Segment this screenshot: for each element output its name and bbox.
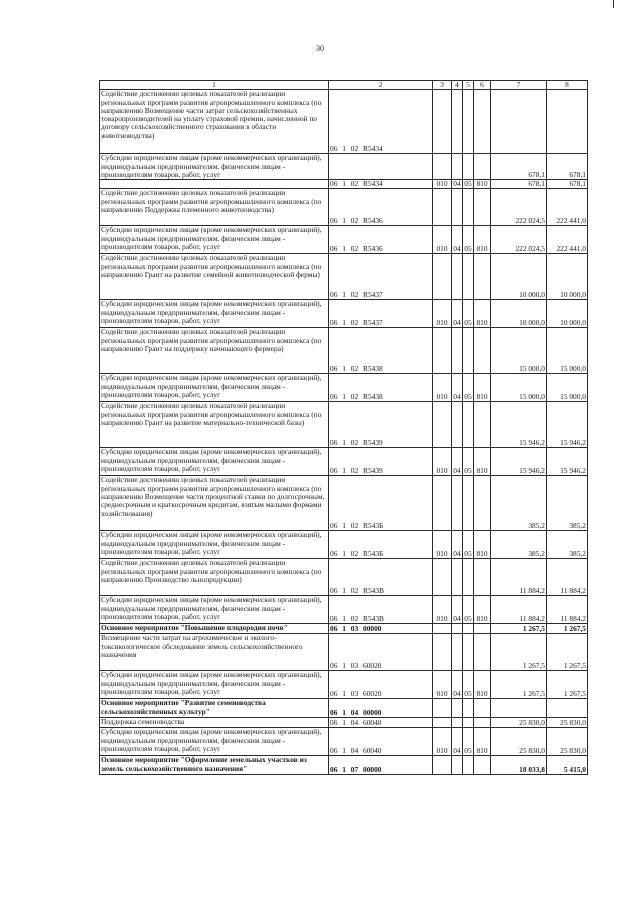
- expense-type-code: [474, 90, 491, 154]
- table-row: [100, 728, 588, 756]
- table-row: [100, 328, 588, 374]
- table-row: [100, 718, 588, 728]
- table-row: [100, 756, 588, 775]
- amount-col7: 1 267,5: [491, 634, 547, 671]
- ministry-code: [433, 154, 452, 180]
- section-code: 04: [452, 728, 463, 756]
- section-code: [452, 559, 463, 596]
- section-code: [452, 634, 463, 671]
- budget-code: 06 1 02 R543Б: [329, 476, 433, 531]
- budget-code: 06 1 04 00000: [329, 699, 433, 718]
- subsection-code: [463, 634, 474, 671]
- subsection-code: [463, 402, 474, 448]
- amount-col7: 25 830,0: [491, 728, 547, 756]
- subsection-code: 05: [463, 671, 474, 699]
- subsection-code: 05: [463, 226, 474, 254]
- expense-type-code: [474, 699, 491, 718]
- amount-col8: 1 267,5: [547, 634, 588, 671]
- expense-type-code: 810: [474, 448, 491, 476]
- amount-col8: 678,1: [547, 154, 588, 180]
- row-name: Субсидии юридическим лицам (кроме некоммерческих организаций), индивидуальным предпринимателям, физическим лицам - производителям товаров, работ, услуг: [100, 154, 329, 180]
- table-row: [100, 402, 588, 448]
- amount-col8: 11 884,2: [547, 559, 588, 596]
- budget-code: 06 1 02 R543В: [329, 559, 433, 596]
- page-number: 30: [316, 44, 324, 53]
- expense-type-code: 810: [474, 728, 491, 756]
- ministry-code: 010: [433, 728, 452, 756]
- col-header-5: 5: [463, 81, 474, 90]
- subsection-code: [463, 624, 474, 634]
- table-row: [100, 531, 588, 559]
- section-code: [452, 402, 463, 448]
- budget-code: 06 1 02 R5439: [329, 402, 433, 448]
- table-body: [100, 90, 588, 775]
- header-row: [100, 81, 588, 90]
- subsection-code: [463, 559, 474, 596]
- amount-col8: 678,1: [547, 180, 588, 189]
- expense-type-code: [474, 559, 491, 596]
- amount-col7: 15 946,2: [491, 448, 547, 476]
- expense-type-code: [474, 328, 491, 374]
- row-name: Содействие достижению целевых показателей реализации региональных программ развития агропромышленного комплекса (по направлению Производство льнопродукции): [100, 559, 329, 596]
- expense-type-code: 810: [474, 374, 491, 402]
- amount-col8: [547, 90, 588, 154]
- table-row: [100, 254, 588, 300]
- row-name: Содействие достижению целевых показателей реализации региональных программ развития агропромышленного комплекса (по направлению Поддержка племенного животноводства): [100, 189, 329, 226]
- section-code: 04: [452, 596, 463, 624]
- ministry-code: [433, 189, 452, 226]
- amount-col8: [547, 699, 588, 718]
- subsection-code: 05: [463, 374, 474, 402]
- subsection-code: 05: [464, 179, 472, 189]
- section-code: 04: [453, 179, 461, 189]
- row-name: [100, 180, 329, 189]
- row-name: Содействие достижению целевых показателей реализации региональных программ развития агропромышленного комплекса (по направлению Грант на развитие семейной животноводческой фермы): [100, 254, 329, 300]
- row-name: Содействие достижению целевых показателей реализации региональных программ развития агропромышленного комплекса (по направлению Грант на поддержку начинающего фермера): [100, 328, 329, 374]
- section-code: [452, 90, 463, 154]
- amount-col8: 222 441,0: [547, 189, 588, 226]
- col-header-4: 4: [452, 81, 463, 90]
- table-row: [100, 154, 588, 180]
- ministry-code: 010: [433, 300, 452, 328]
- budget-code: 06 1 04 60040: [329, 718, 433, 728]
- expense-type-code: 810: [474, 226, 491, 254]
- budget-code: 06 1 03 60020: [329, 671, 433, 699]
- amount-col7: 1 267,5: [491, 624, 547, 634]
- table-row: [100, 374, 588, 402]
- section-code: 04: [452, 671, 463, 699]
- section-code: 04: [452, 448, 463, 476]
- table-row: [100, 624, 588, 634]
- row-name: Поддержка семеноводства: [100, 718, 329, 728]
- subsection-code: [463, 328, 474, 374]
- amount-col8: 10 000,0: [547, 300, 588, 328]
- amount-col7: 18 033,8: [491, 756, 547, 775]
- budget-code: 06 1 02 R5436: [329, 189, 433, 226]
- ministry-code: [433, 90, 452, 154]
- budget-code: 06 1 07 00000: [329, 756, 433, 775]
- ministry-code: [433, 559, 452, 596]
- amount-col7: 1 267,5: [491, 671, 547, 699]
- row-name: Субсидии юридическим лицам (кроме некоммерческих организаций), индивидуальным предпринимателям, физическим лицам - производителям товаров, работ, услуг: [100, 728, 329, 756]
- table-row: [100, 596, 588, 624]
- budget-code: 06 1 02 R5437: [329, 300, 433, 328]
- ministry-code: 010: [433, 596, 452, 624]
- budget-code: [329, 154, 433, 180]
- expense-type-code: [474, 154, 491, 180]
- ministry-code: 010: [433, 180, 452, 189]
- subsection-code: [463, 476, 474, 531]
- ministry-code: [433, 328, 452, 374]
- expense-type-code: [474, 476, 491, 531]
- subsection-code: 05: [463, 596, 474, 624]
- section-code: 04: [452, 226, 463, 254]
- subsection-code: 05: [463, 728, 474, 756]
- expense-type-code: 810: [474, 531, 491, 559]
- amount-col7: 11 884,2: [491, 559, 547, 596]
- expense-type-code: [474, 718, 491, 728]
- table-row: [100, 189, 588, 226]
- row-name: Содействие достижению целевых показателей реализации региональных программ развития агропромышленного комплекса (по направлению Возмещение части процентной ставки по долгосрочным, среднесрочным и краткосрочным кредитам, взятым малыми формами хозяйствования): [100, 476, 329, 531]
- ministry-code: [433, 718, 452, 728]
- amount-col7: [491, 699, 547, 718]
- budget-code: 06 1 02 R543В: [329, 596, 433, 624]
- amount-col8: 10 000,0: [547, 254, 588, 300]
- amount-col7: 15 000,0: [491, 328, 547, 374]
- section-code: [452, 624, 463, 634]
- amount-col8: 5 415,0: [547, 756, 588, 775]
- table-row: [100, 90, 588, 154]
- section-code: 04: [452, 531, 463, 559]
- col-header-6: 6: [474, 81, 491, 90]
- subsection-code: [463, 90, 474, 154]
- budget-code: 06 1 02 R543Б: [329, 531, 433, 559]
- row-name: Возмещение части затрат на агрохимическое и эколого-токсикологическое обследование земель сельскохозяйственного назначения: [100, 634, 329, 671]
- ministry-code: 010: [433, 374, 452, 402]
- row-name: Содействие достижению целевых показателей реализации региональных программ развития агропромышленного комплекса (по направлению Грант на развитие материально-технической базы): [100, 402, 329, 448]
- table-row: [100, 559, 588, 596]
- amount-col8: 1 267,5: [547, 671, 588, 699]
- amount-col7: 385,2: [491, 531, 547, 559]
- table-row: [100, 699, 588, 718]
- budget-code: 06 1 04 60040: [329, 728, 433, 756]
- amount-col7: 10 000,0: [491, 254, 547, 300]
- ministry-code: [433, 699, 452, 718]
- subsection-code: [463, 189, 474, 226]
- ministry-code: [433, 476, 452, 531]
- ministry-code: [433, 624, 452, 634]
- section-code: [452, 154, 463, 180]
- section-code: [452, 756, 463, 775]
- expense-type-code: 810: [474, 671, 491, 699]
- corner-mark: [613, 0, 614, 8]
- section-code: [452, 189, 463, 226]
- ministry-code: 010: [433, 448, 452, 476]
- row-name: Субсидии юридическим лицам (кроме некоммерческих организаций), индивидуальным предпринимателям, физическим лицам - производителям товаров, работ, услуг: [100, 671, 329, 699]
- expense-type-code: [474, 402, 491, 448]
- ministry-code: [433, 634, 452, 671]
- expense-type-code: [474, 756, 491, 775]
- expense-type-code: 810: [474, 180, 491, 189]
- section-code: 04: [452, 374, 463, 402]
- budget-code: 06 1 03 00000: [329, 624, 433, 634]
- subsection-code: [463, 254, 474, 300]
- amount-col8: 222 441,0: [547, 226, 588, 254]
- amount-col7: 11 884,2: [491, 596, 547, 624]
- row-name: Субсидии юридическим лицам (кроме некоммерческих организаций), индивидуальным предпринимателям, физическим лицам - производителям товаров, работ, услуг: [100, 448, 329, 476]
- amount-col8: 15 000,0: [547, 328, 588, 374]
- budget-code: 06 1 02 R5438: [329, 374, 433, 402]
- subsection-code: [463, 756, 474, 775]
- ministry-code: [433, 756, 452, 775]
- expense-type-code: 810: [474, 596, 491, 624]
- section-code: [452, 699, 463, 718]
- row-name: Субсидии юридическим лицам (кроме некоммерческих организаций), индивидуальным предпринимателям, физическим лицам - производителям товаров, работ, услуг: [100, 596, 329, 624]
- row-name: Субсидии юридическим лицам (кроме некоммерческих организаций), индивидуальным предпринимателям, физическим лицам - производителям товаров, работ, услуг: [100, 531, 329, 559]
- subsection-code: 05: [463, 300, 474, 328]
- row-name: Основное мероприятие "Оформление земельных участков из земель сельскохозяйственного назначения": [100, 756, 329, 775]
- col-header-1: 1: [100, 81, 329, 90]
- amount-col7: 15 000,0: [491, 374, 547, 402]
- amount-col8: 25 830,0: [547, 718, 588, 728]
- ministry-code: [433, 254, 452, 300]
- subsection-code: [463, 718, 474, 728]
- amount-col8: 1 267,5: [547, 624, 588, 634]
- expense-type-code: 810: [474, 300, 491, 328]
- section-code: [452, 254, 463, 300]
- section-code: 04: [452, 300, 463, 328]
- amount-col7: 678,1: [491, 180, 547, 189]
- amount-col8: 15 946,2: [547, 448, 588, 476]
- amount-col7: 10 000,0: [491, 300, 547, 328]
- expense-type-code: [474, 624, 491, 634]
- row-name: Субсидии юридическим лицам (кроме некоммерческих организаций), индивидуальным предпринимателям, физическим лицам - производителям товаров, работ, услуг: [100, 374, 329, 402]
- amount-col7: [491, 90, 547, 154]
- row-name: Основное мероприятие "Развитие семеноводства сельскохозяйственных культур": [100, 699, 329, 718]
- budget-code: 06 1 03 60020: [329, 634, 433, 671]
- amount-col7: 25 830,0: [491, 718, 547, 728]
- col-header-2: 2: [329, 81, 433, 90]
- subsection-code: [463, 154, 474, 180]
- budget-code: 06 1 02 R5436: [329, 226, 433, 254]
- row-name: Основное мероприятие "Повышение плодородия почв": [100, 624, 329, 634]
- section-code: [452, 718, 463, 728]
- amount-col7: 678,1: [491, 154, 547, 180]
- subsection-code: 05: [463, 531, 474, 559]
- amount-col7: 15 946,2: [491, 402, 547, 448]
- subsection-code: [463, 699, 474, 718]
- row-name: Субсидии юридическим лицам (кроме некоммерческих организаций), индивидуальным предпринимателям, физическим лицам - производителям товаров, работ, услуг: [100, 300, 329, 328]
- amount-col8: 385,2: [547, 531, 588, 559]
- ministry-code: [433, 402, 452, 448]
- amount-col8: 15 000,0: [547, 374, 588, 402]
- ministry-code: 010: [433, 671, 452, 699]
- subsection-code: 05: [463, 448, 474, 476]
- amount-col8: 15 946,2: [547, 402, 588, 448]
- budget-code: 06 1 02 R5438: [329, 328, 433, 374]
- ministry-code: 010: [433, 531, 452, 559]
- amount-col7: 222 024,5: [491, 189, 547, 226]
- table-row: [100, 476, 588, 531]
- table-row: [100, 448, 588, 476]
- expense-type-code: [474, 189, 491, 226]
- table-row: [100, 226, 588, 254]
- section-code: [452, 328, 463, 374]
- col-header-3: 3: [433, 81, 452, 90]
- col-header-8: 8: [547, 81, 588, 90]
- budget-code: 06 1 02 R5434: [329, 180, 433, 189]
- budget-table: [99, 80, 588, 775]
- amount-col8: 385,2: [547, 476, 588, 531]
- row-name: Субсидии юридическим лицам (кроме некоммерческих организаций), индивидуальным предпринимателям, физическим лицам - производителям товаров, работ, услуг: [100, 226, 329, 254]
- budget-code: 06 1 02 R5434: [329, 90, 433, 154]
- table-row: [100, 671, 588, 699]
- amount-col8: 11 884,2: [547, 596, 588, 624]
- col-header-7: 7: [491, 81, 547, 90]
- table-row: [100, 180, 588, 189]
- amount-col7: 385,2: [491, 476, 547, 531]
- expense-type-code: [474, 634, 491, 671]
- ministry-code: 010: [433, 226, 452, 254]
- row-name: Содействие достижению целевых показателей реализации региональных программ развития агропромышленного комплекса (по направлению Возмещение части затрат сельскохозяйственных товаропроизводителей на уплату страховой премии, начисленной по договору сельскохозяйственного страхования в области животноводства): [100, 90, 329, 154]
- table-row: [100, 634, 588, 671]
- amount-col8: 25 830,0: [547, 728, 588, 756]
- expense-type-code: [474, 254, 491, 300]
- amount-col7: 222 024,5: [491, 226, 547, 254]
- table-row: [100, 300, 588, 328]
- budget-code: 06 1 02 R5439: [329, 448, 433, 476]
- section-code: [452, 476, 463, 531]
- budget-code: 06 1 02 R5437: [329, 254, 433, 300]
